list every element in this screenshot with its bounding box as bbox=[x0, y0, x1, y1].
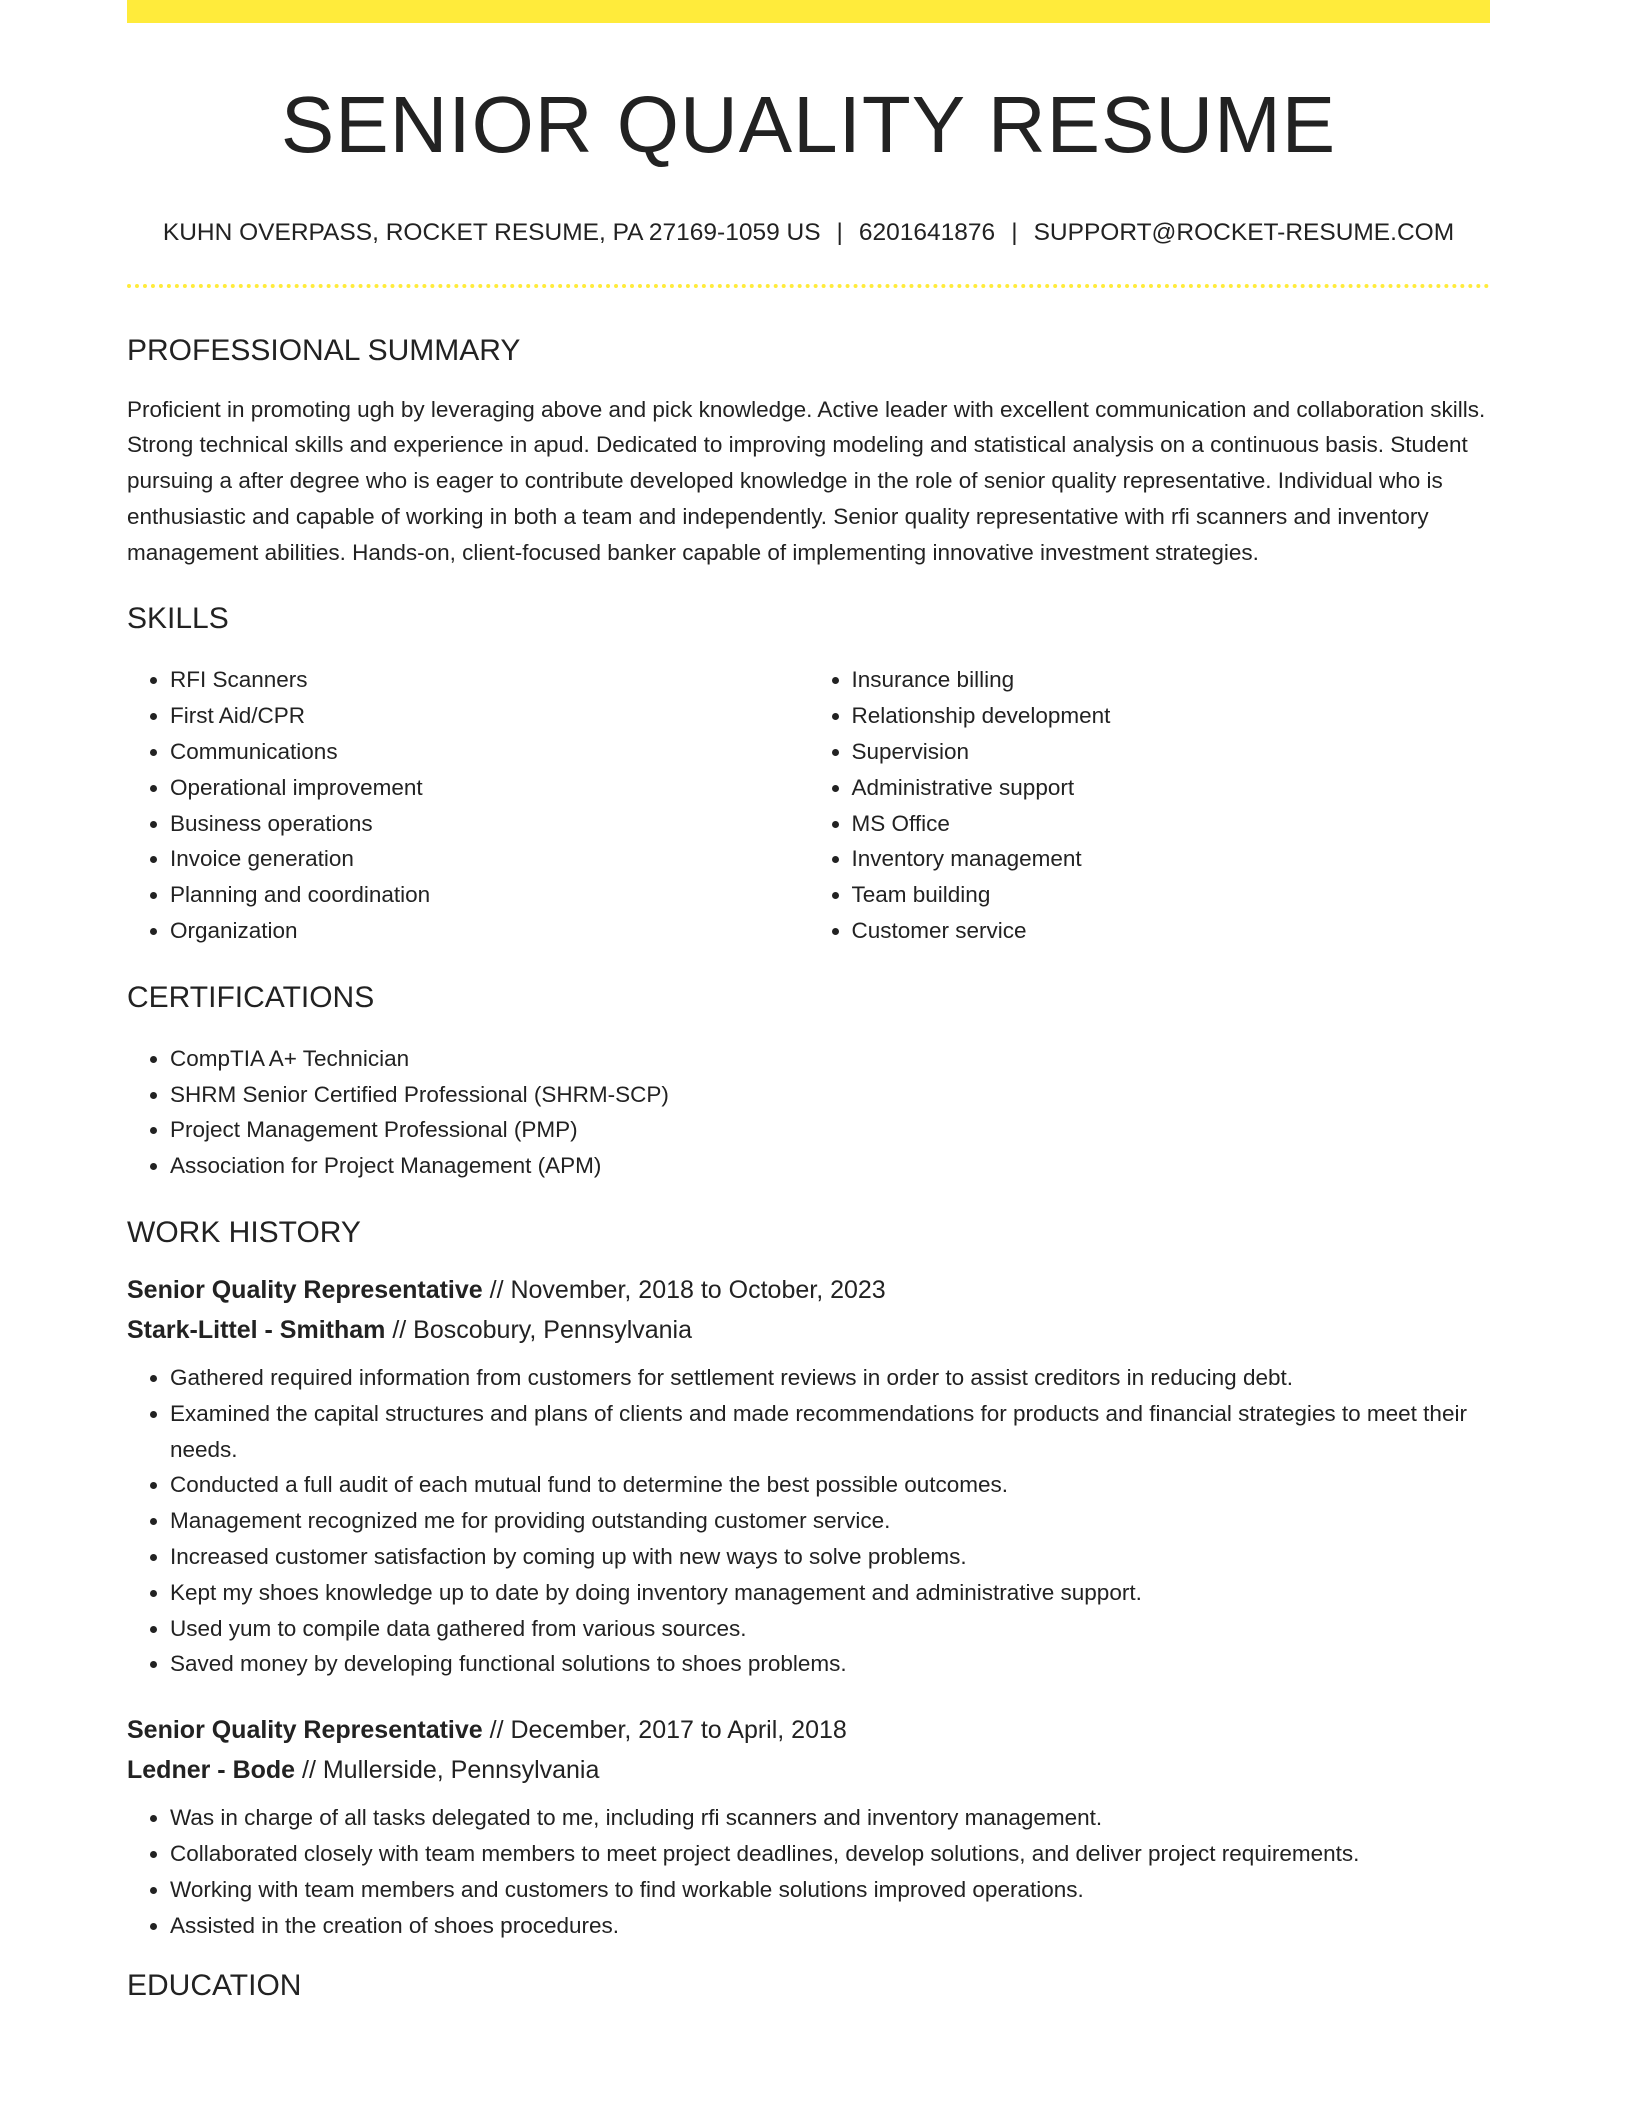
job-company: Ledner - Bode bbox=[127, 1756, 296, 1785]
contact-address: KUHN OVERPASS, ROCKET RESUME, PA 27169-1059 US bbox=[162, 219, 821, 246]
skill-item: • Supervision bbox=[852, 734, 1491, 770]
skill-item: • Inventory management bbox=[852, 841, 1491, 877]
skill-item: • Relationship development bbox=[852, 698, 1491, 734]
job-bullet: • Kept my shoes knowledge up to date by doing inventory management and administrative support. bbox=[170, 1575, 1490, 1611]
skill-item: • First Aid/CPR bbox=[170, 698, 809, 734]
skills-grid bbox=[127, 662, 1490, 948]
job-title: Senior Quality Representative bbox=[127, 1276, 483, 1305]
job-company: Stark-Littel - Smitham bbox=[127, 1316, 386, 1345]
resume-title: SENIOR QUALITY RESUME bbox=[280, 80, 1337, 169]
job-location: // Boscobury, Pennsylvania bbox=[385, 1316, 693, 1345]
job-bullet: • Collaborated closely with team members to meet project deadlines, develop solutions, and deliver project requirements. bbox=[170, 1836, 1490, 1872]
skill-item: • Administrative support bbox=[852, 770, 1491, 806]
certifications-section bbox=[127, 980, 1490, 1184]
certifications-list bbox=[127, 1041, 1490, 1184]
summary-section bbox=[127, 333, 1490, 571]
skills-section bbox=[127, 604, 1490, 948]
skill-item: • RFI Scanners bbox=[170, 662, 809, 698]
skill-item: • Communications bbox=[170, 734, 809, 770]
skills-heading: SKILLS bbox=[127, 602, 229, 636]
resume-page bbox=[127, 0, 1490, 2001]
job-bullet: • Examined the capital structures and plans of clients and made recommendations for products and financial strategies to meet their needs. bbox=[170, 1396, 1490, 1468]
job-bullets bbox=[127, 1360, 1490, 1682]
job-bullet: • Conducted a full audit of each mutual fund to determine the best possible outcomes. bbox=[170, 1467, 1490, 1503]
contact-line bbox=[127, 221, 1490, 246]
education-section bbox=[127, 1971, 1490, 2001]
contact-separator: | bbox=[836, 219, 843, 246]
contact-phone: 6201641876 bbox=[858, 219, 996, 246]
certification-item: • SHRM Senior Certified Professional (SHRM-SCP) bbox=[170, 1077, 1490, 1113]
job-entry bbox=[127, 1710, 1490, 1943]
skills-list-right bbox=[809, 662, 1491, 948]
job-bullet: • Assisted in the creation of shoes procedures. bbox=[170, 1908, 1490, 1944]
dotted-divider bbox=[127, 284, 1490, 288]
skill-item: • Organization bbox=[170, 913, 809, 949]
job-title-line bbox=[127, 1710, 1490, 1750]
job-entry bbox=[127, 1270, 1490, 1682]
skill-item: • Invoice generation bbox=[170, 841, 809, 877]
certification-item: • Project Management Professional (PMP) bbox=[170, 1112, 1490, 1148]
skill-item: • Customer service bbox=[852, 913, 1491, 949]
skill-item: • Insurance billing bbox=[852, 662, 1491, 698]
accent-bar bbox=[127, 0, 1490, 23]
job-company-line bbox=[127, 1750, 1490, 1790]
job-bullet: • Used yum to compile data gathered from various sources. bbox=[170, 1611, 1490, 1647]
certification-item: • Association for Project Management (APM) bbox=[170, 1148, 1490, 1184]
work-history-heading: WORK HISTORY bbox=[127, 1216, 361, 1250]
job-title: Senior Quality Representative bbox=[127, 1716, 483, 1745]
skill-item: • Planning and coordination bbox=[170, 877, 809, 913]
skill-item: • Business operations bbox=[170, 806, 809, 842]
summary-text: Proficient in promoting ugh by leveraging above and pick knowledge. Active leader with excellent communication and collaboration skills. Strong technical skills and experience in apud. Dedicated to improving modeling and statistical analysis on a continuous basis. Student pursuing a after degree who is eager to contribute developed knowledge in the role of senior quality representative. Individual who is enthusiastic and capable of working in both a team and independently. Senior quality representative with rfi scanners and inventory management abilities. Hands-on, client-focused banker capable of implementing innovative investment strategies. bbox=[127, 396, 1486, 565]
education-heading: EDUCATION bbox=[127, 1969, 302, 2003]
job-bullet: • Was in charge of all tasks delegated to me, including rfi scanners and inventory management. bbox=[170, 1800, 1490, 1836]
job-bullet: • Management recognized me for providing outstanding customer service. bbox=[170, 1503, 1490, 1539]
summary-heading: PROFESSIONAL SUMMARY bbox=[127, 333, 521, 367]
job-bullet: • Working with team members and customers to find workable solutions improved operations. bbox=[170, 1872, 1490, 1908]
job-bullet: • Increased customer satisfaction by coming up with new ways to solve problems. bbox=[170, 1539, 1490, 1575]
job-company-line bbox=[127, 1310, 1490, 1350]
job-bullets bbox=[127, 1800, 1490, 1943]
job-location: // Mullerside, Pennsylvania bbox=[295, 1756, 600, 1785]
job-bullet: • Saved money by developing functional solutions to shoes problems. bbox=[170, 1646, 1490, 1682]
skill-item: • MS Office bbox=[852, 806, 1491, 842]
job-bullet: • Gathered required information from customers for settlement reviews in order to assist creditors in reducing debt. bbox=[170, 1360, 1490, 1396]
job-title-line bbox=[127, 1270, 1490, 1310]
skill-item: • Operational improvement bbox=[170, 770, 809, 806]
certification-item: • CompTIA A+ Technician bbox=[170, 1041, 1490, 1077]
job-dates: // December, 2017 to April, 2018 bbox=[482, 1716, 847, 1745]
skill-item: • Team building bbox=[852, 877, 1491, 913]
job-dates: // November, 2018 to October, 2023 bbox=[482, 1276, 886, 1305]
work-history-section bbox=[127, 1218, 1490, 1943]
contact-separator: | bbox=[1011, 219, 1018, 246]
skills-list-left bbox=[127, 662, 809, 948]
certifications-heading: CERTIFICATIONS bbox=[127, 980, 375, 1014]
contact-email: SUPPORT@ROCKET-RESUME.COM bbox=[1033, 219, 1455, 246]
